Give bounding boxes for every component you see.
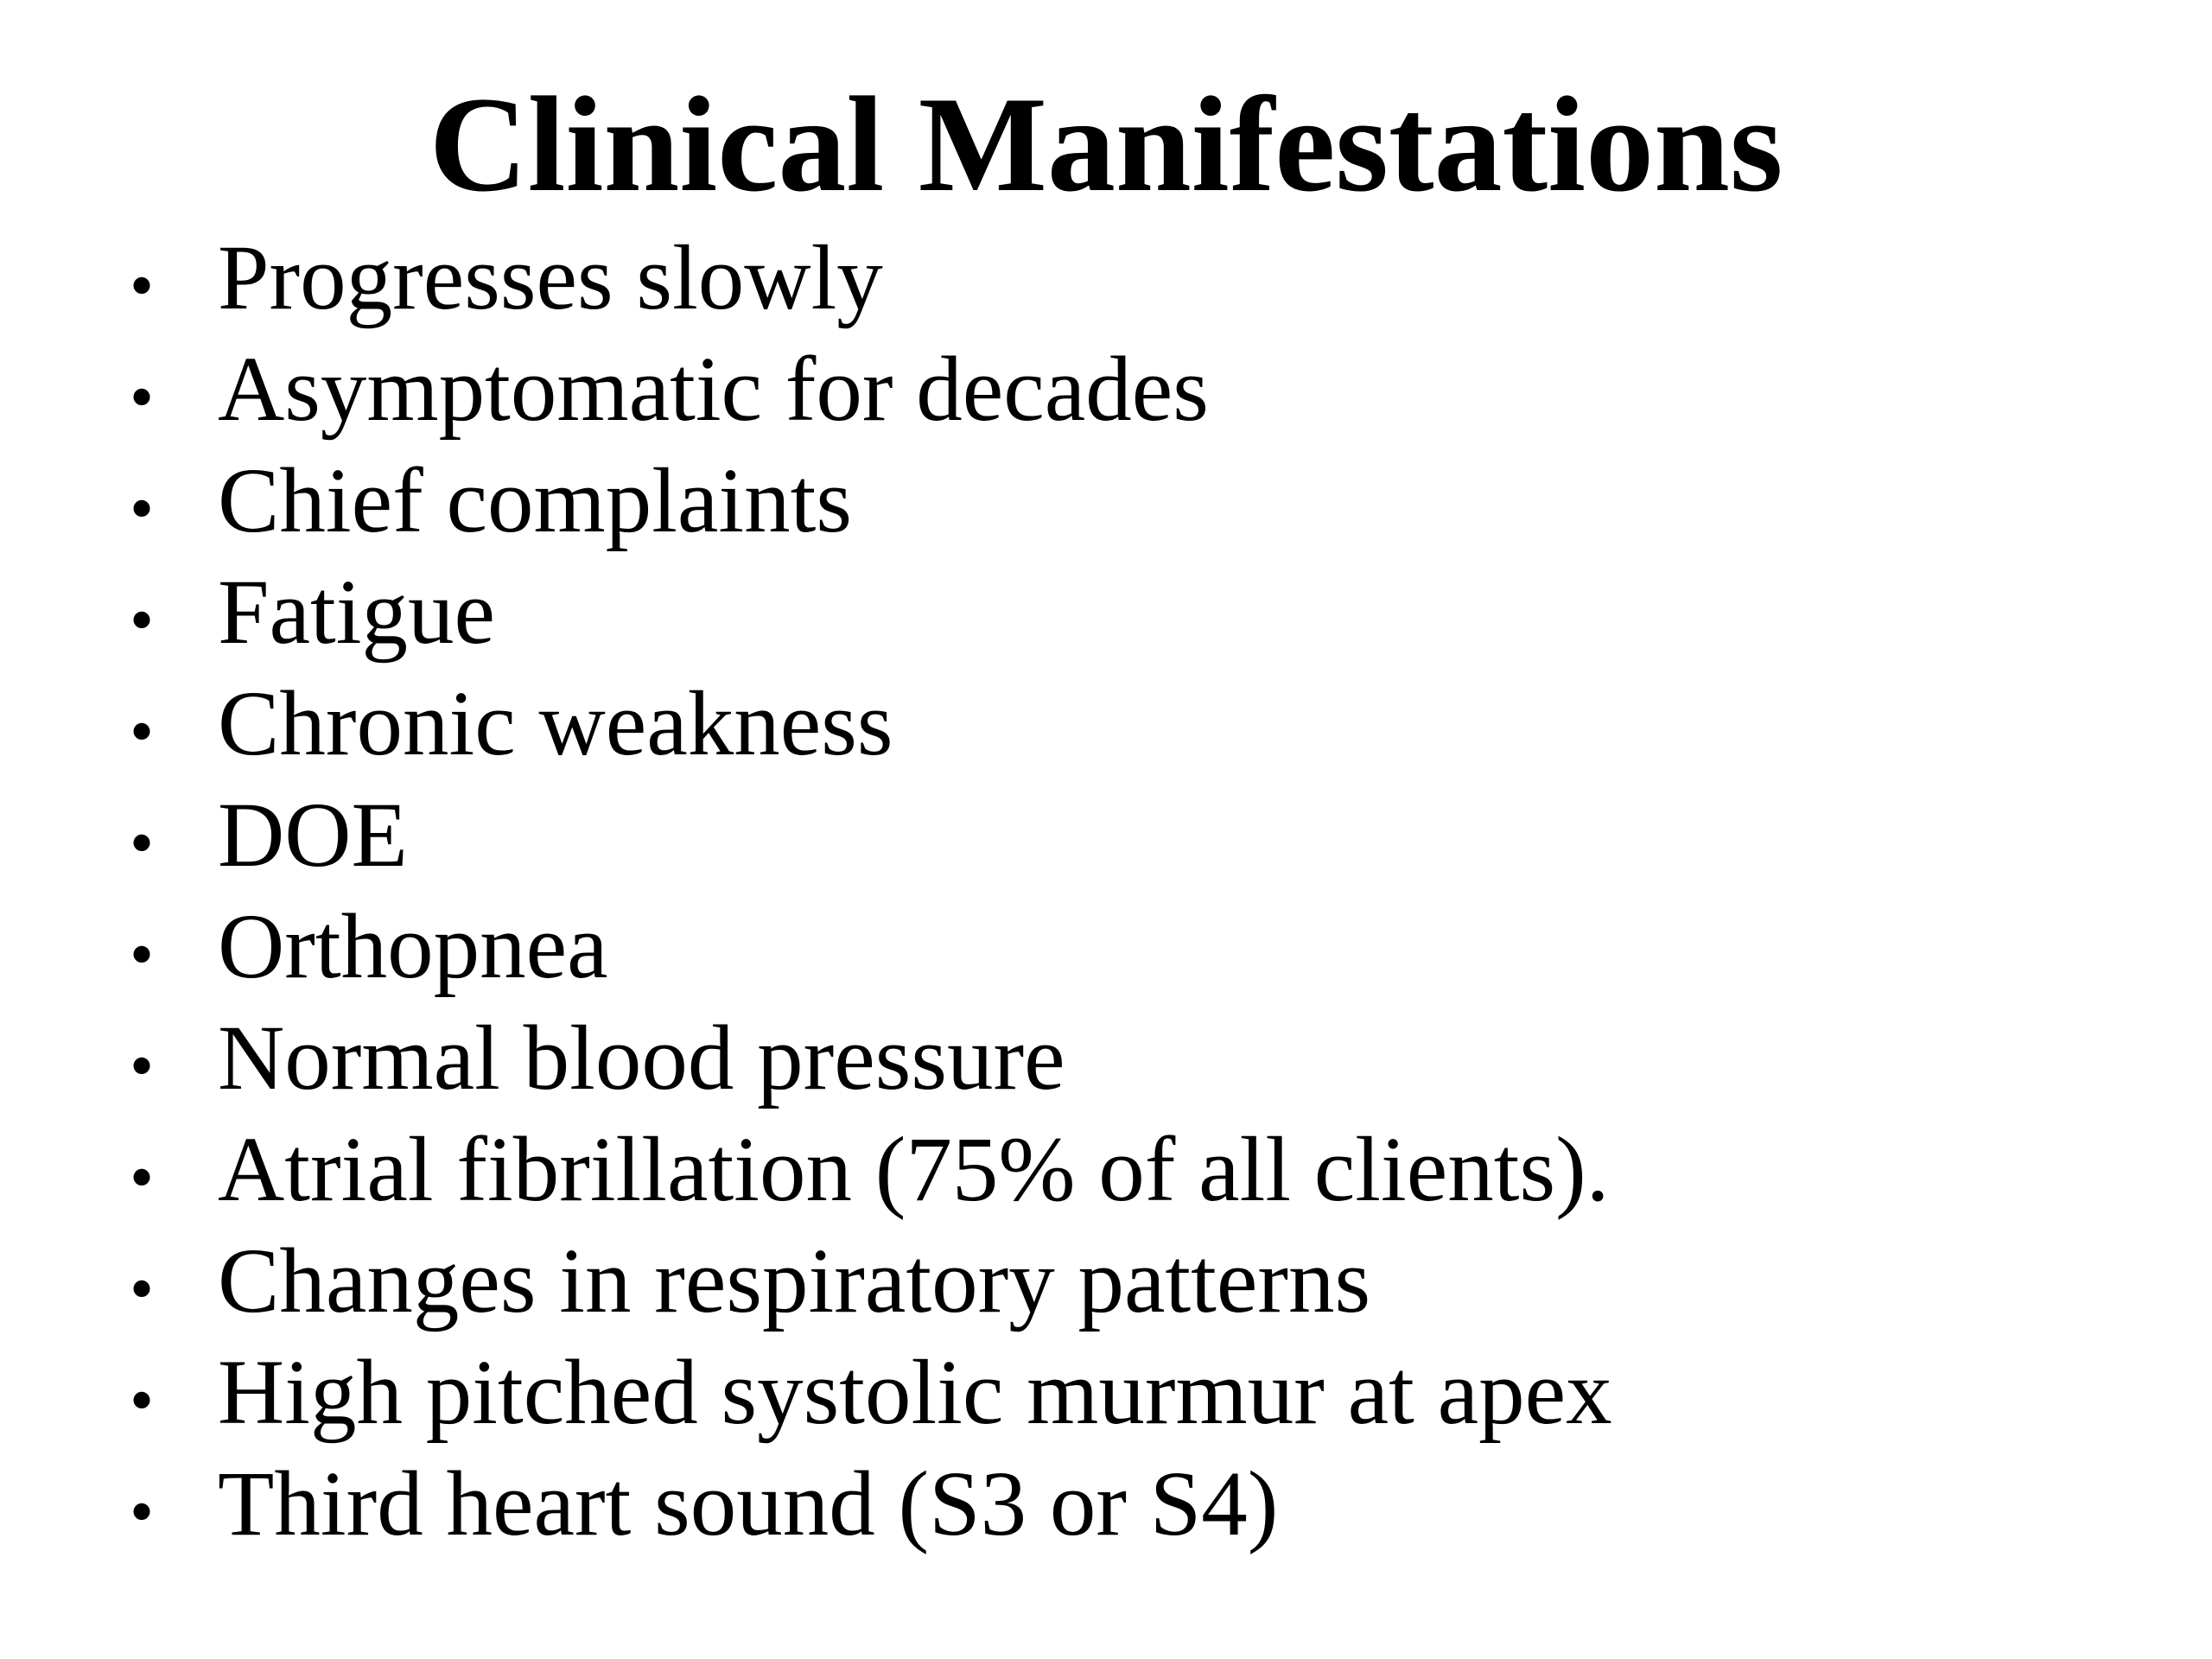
bullet-item — [130, 1338, 2117, 1449]
bullet-text: Changes in respiratory patterns — [218, 1230, 1371, 1332]
bullet-item — [130, 1115, 2117, 1226]
bullet-item — [130, 892, 2117, 1003]
bullet-text: Normal blood pressure — [218, 1007, 1065, 1109]
bullet-icon: • — [130, 694, 155, 770]
bullet-icon: • — [130, 1140, 155, 1216]
bullet-item — [130, 1449, 2117, 1560]
bullet-text: Progresses slowly — [218, 227, 883, 329]
bullet-item — [130, 334, 2117, 446]
bullet-text: Third heart sound (S3 or S4) — [218, 1453, 1279, 1555]
bullet-icon: • — [130, 1028, 155, 1104]
bullet-item — [130, 1226, 2117, 1338]
bullet-text: DOE — [218, 785, 408, 887]
bullet-icon: • — [130, 359, 155, 435]
bullet-item — [130, 557, 2117, 669]
bullet-item — [130, 669, 2117, 780]
bullet-icon: • — [130, 917, 155, 993]
bullet-icon: • — [130, 1251, 155, 1327]
bullet-item — [130, 1003, 2117, 1115]
bullet-icon: • — [130, 248, 155, 324]
bullet-icon: • — [130, 471, 155, 547]
bullet-text: Asymptomatic for decades — [218, 339, 1209, 441]
slide-title: Clinical Manifestations — [429, 69, 1783, 220]
bullet-icon: • — [130, 805, 155, 881]
bullet-icon: • — [130, 1474, 155, 1550]
bullet-text: Chief complaints — [218, 450, 853, 552]
bullet-item — [130, 446, 2117, 557]
bullet-text: Atrial fibrillation (75% of all clients). — [218, 1119, 1610, 1221]
bullet-text: High pitched systolic murmur at apex — [218, 1342, 1612, 1444]
bullet-text: Orthopnea — [218, 896, 608, 998]
bullet-text: Fatigue — [218, 562, 495, 664]
bullet-text: Chronic weakness — [218, 673, 893, 775]
bullet-item — [130, 780, 2117, 892]
bullet-list — [130, 223, 2117, 1560]
bullet-item — [130, 223, 2117, 334]
bullet-icon: • — [130, 1363, 155, 1439]
bullet-icon: • — [130, 582, 155, 658]
